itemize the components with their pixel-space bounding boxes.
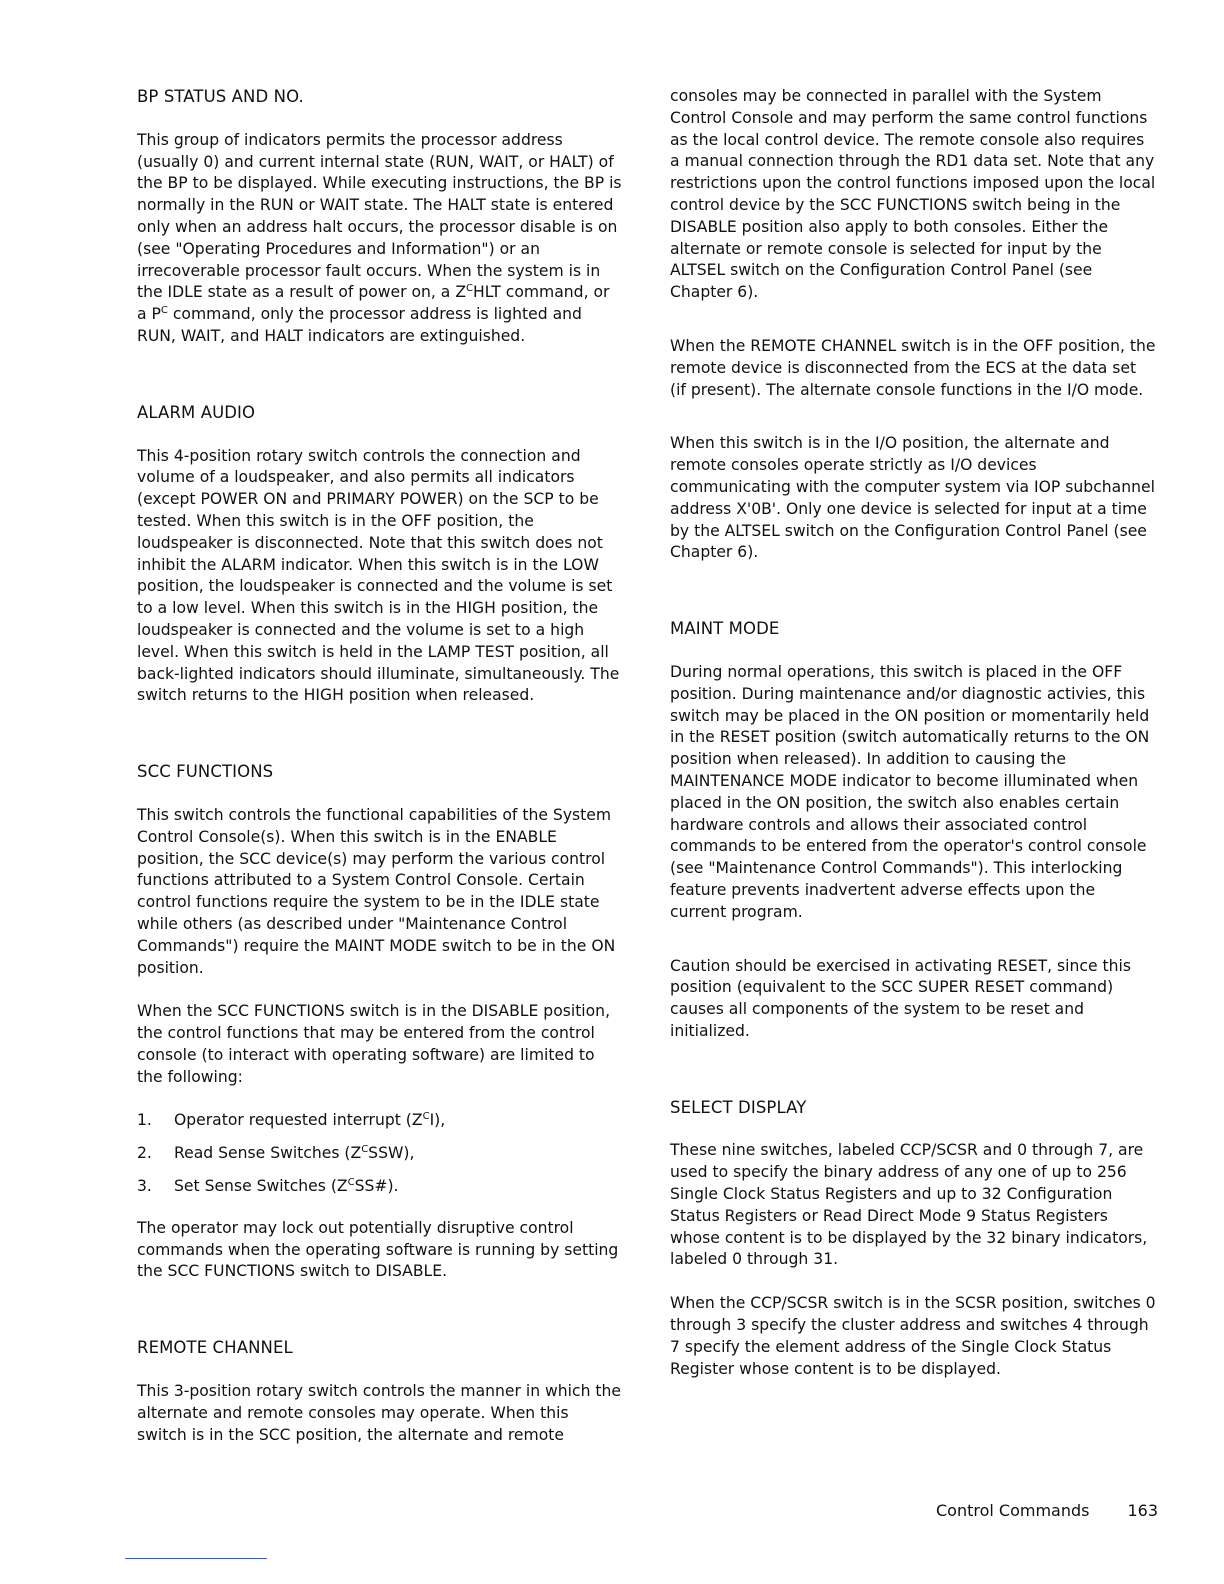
paragraph: When this switch is in the I/O position, the alternate and remote consoles operate strictly as I/O devices communicating with the computer system via IOP subchannel address X'0B'. Only one device is selected for input at a time by the ALTSEL switch on the Configuration Control Panel (see Chapter 6).	[670, 434, 1155, 562]
section-bp-status	[137, 86, 623, 348]
page-footer	[936, 1501, 1158, 1520]
paragraph: The operator may lock out potentially disruptive control commands when the operating software is running by setting the SCC FUNCTIONS switch to DISABLE.	[137, 1218, 619, 1281]
heading-maint-mode: MAINT MODE	[670, 619, 780, 639]
list-item: 2. Read Sense Switches $(Z^CSSW)$,	[137, 1144, 415, 1163]
section-scc-functions	[137, 761, 623, 1283]
list-item: 1. Operator requested interrupt $(Z^CI)$,	[137, 1111, 446, 1130]
paragraph: Caution should be exercised in activating RESET, since this position (equivalent to the SCC SUPER RESET command) causes all components of the system to be reset and initialized.	[670, 956, 1131, 1040]
section-remote-channel-continued	[670, 86, 1156, 564]
paragraph: During normal operations, this switch is placed in the OFF position. During maintenance and/or diagnostic activies, this switch may be placed in the ON position or momentarily held in the RESET position (switch automatically returns to the ON position when released). In addition to causing the MAINTENANCE MODE indicator to become illuminated when placed in the ON position, the switch also enables certain hardware controls and allows their associated control commands to be entered from the operator's control console (see "Maintenance Control Commands"). This interlocking feature prevents inadvertent adverse effects upon the current program.	[670, 662, 1150, 921]
paragraph: consoles may be connected in parallel with the System Control Console and may perform the same control functions as the local control device. The remote console also requires a manual connection through the RD1 data set. Note that any restrictions upon the control functions imposed upon the local control device by the SCC FUNCTIONS switch being in the DISABLE position also apply to both consoles. Either the alternate or remote console is selected for input by the ALTSEL switch on the Configuration Control Panel (see Chapter 6).	[670, 87, 1156, 302]
paragraph: This switch controls the functional capabilities of the System Control Console(s). When this switch is in the ENABLE position, the SCC device(s) may perform the various control functions attributed to a System Control Console. Certain control functions require the system to be in the IDLE state while others (as described under "Maintenance Control Commands") require the MAINT MODE switch to be in the ON position.	[137, 805, 616, 977]
paragraph: This 4-position rotary switch controls the connection and volume of a loudspeaker, and also permits all indicators (except POWER ON and PRIMARY POWER) on the SCP to be tested. When this switch is in the OFF position, the loudspeaker is disconnected. Note that this switch does not inhibit the ALARM indicator. When this switch is in the LOW position, the loudspeaker is connected and the volume is set to a low level. When this switch is in the HIGH position, the loudspeaker is connected and the volume is set to a high level. When this switch is held in the LAMP TEST position, all back-lighted indicators should illuminate, simultaneously. The switch returns to the HIGH position when released.	[137, 446, 620, 705]
paragraph: This 3-position rotary switch controls the manner in which the alternate and remote consoles may operate. When this switch is in the SCC position, the alternate and remote	[137, 1382, 622, 1444]
section-remote-channel	[137, 1337, 623, 1446]
paragraph: When the CCP/SCSR switch is in the SCSR position, switches 0 through 3 specify the cluster address and switches 4 through 7 specify the element address of the Single Clock Status Register whose content is to be displayed.	[670, 1294, 1156, 1378]
numbered-list	[137, 1110, 623, 1197]
paragraph: This group of indicators permits the processor address (usually 0) and current internal state (RUN, WAIT, or HALT) of the BP to be displayed. While executing instructions, the BP is normally in the RUN or WAIT state. The HALT state is entered only when an address halt occurs, the processor disable is on (see "Operating Procedures and Information") or an irrecoverable processor fault occurs. When the system is in the IDLE state as a result of power on, a $Z^CHLT$ command, or a $P^C$ command, only the processor address is lighted and RUN, WAIT, and HALT indicators are extinguished.	[137, 130, 622, 345]
footer-section-title: Control Commands	[936, 1501, 1090, 1520]
paragraph: These nine switches, labeled CCP/SCSR and 0 through 7, are used to specify the binary address of any one of up to 256 Single Clock Status Registers and up to 32 Configuration Status Registers or Read Direct Mode 9 Status Registers whose content is to be displayed by the 32 binary indicators, labeled 0 through 31.	[670, 1141, 1148, 1269]
section-select-display	[670, 1097, 1156, 1381]
section-alarm-audio	[137, 402, 623, 707]
paragraph: When the SCC FUNCTIONS switch is in the DISABLE position, the control functions that may be entered from the control console (to interact with operating software) are limited to the following:	[137, 1002, 611, 1086]
heading-remote-channel: REMOTE CHANNEL	[137, 1338, 293, 1358]
right-column	[670, 86, 1156, 1402]
left-column	[137, 86, 623, 1468]
bottom-rule	[125, 1558, 267, 1559]
section-maint-mode	[670, 618, 1156, 1043]
list-item: 3. Set Sense Switches $(Z^CSS\#)$.	[137, 1176, 399, 1196]
heading-select-display: SELECT DISPLAY	[670, 1097, 807, 1117]
paragraph: When the REMOTE CHANNEL switch is in the OFF position, the remote device is disconnected from the ECS at the data set (if present). The alternate console functions in the I/O mode.	[670, 336, 1156, 399]
page-number: 163	[1127, 1501, 1159, 1520]
heading-scc-functions: SCC FUNCTIONS	[137, 762, 274, 782]
heading-alarm-audio: ALARM AUDIO	[137, 402, 256, 422]
heading-bp-status: BP STATUS AND NO.	[137, 87, 304, 106]
